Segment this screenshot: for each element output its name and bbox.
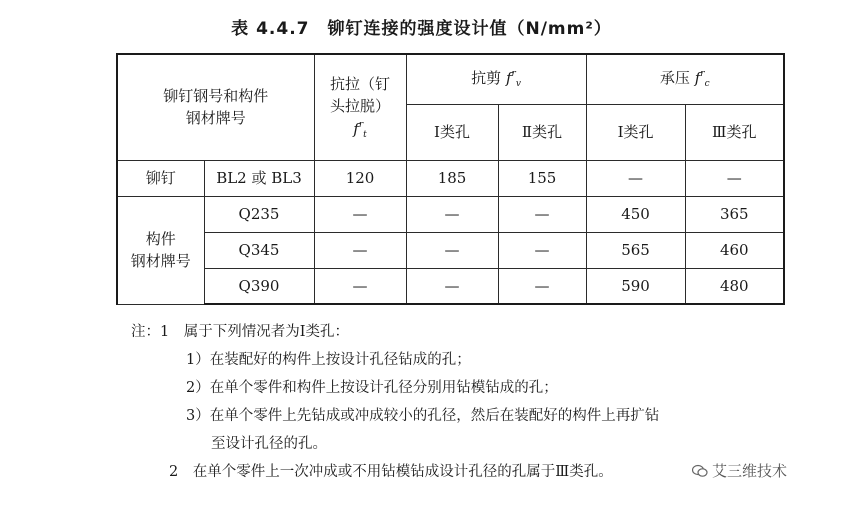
- member-grade: Q345: [204, 232, 314, 268]
- wechat-icon: [692, 464, 708, 478]
- member-bear1: 450: [586, 196, 685, 232]
- rivet-label: 铆钉: [117, 160, 204, 196]
- rivet-shear1: 185: [406, 160, 498, 196]
- note-1: 注：1 属于下列情况者为Ⅰ类孔：: [131, 324, 349, 340]
- header-bearing-class2: Ⅲ类孔: [685, 104, 784, 160]
- member-bear2: 480: [685, 268, 784, 304]
- member-shear1: —: [406, 268, 498, 304]
- member-bear1: 565: [586, 232, 685, 268]
- note-1b: 2）在单个零件和构件上按设计孔径分别用钻模钻成的孔；: [186, 380, 558, 396]
- header-grade: 铆钉钢号和构件 钢材牌号: [117, 54, 314, 160]
- note-2: 2 在单个零件上一次冲成或不用钻模钻成设计孔径的孔属于Ⅲ类孔。: [169, 464, 613, 480]
- note-1a: 1）在装配好的构件上按设计孔径钻成的孔；: [186, 352, 471, 368]
- rivet-bear1: —: [586, 160, 685, 196]
- watermark: [688, 459, 791, 482]
- header-shear-class1: Ⅰ类孔: [406, 104, 498, 160]
- header-shear-class2: Ⅱ类孔: [498, 104, 586, 160]
- member-shear2: —: [498, 196, 586, 232]
- header-bearing: 承压 $f^r_c$: [586, 54, 784, 104]
- member-label: 构件 钢材牌号: [117, 196, 204, 304]
- member-shear1: —: [406, 196, 498, 232]
- member-shear2: —: [498, 232, 586, 268]
- table-row: [117, 268, 784, 304]
- member-grade: Q235: [204, 196, 314, 232]
- member-bear2: 460: [685, 232, 784, 268]
- member-tension: —: [314, 196, 406, 232]
- header-shear: 抗剪 $f^r_v$: [406, 54, 586, 104]
- member-tension: —: [314, 268, 406, 304]
- member-tension: —: [314, 232, 406, 268]
- member-grade: Q390: [204, 268, 314, 304]
- rivet-bear2: —: [685, 160, 784, 196]
- member-shear1: —: [406, 232, 498, 268]
- header-bearing-class1: Ⅰ类孔: [586, 104, 685, 160]
- table-title: 表 4.4.7 铆钉连接的强度设计值（N/mm²）: [231, 19, 612, 39]
- member-bear1: 590: [586, 268, 685, 304]
- note-1c: 3）在单个零件上先钻成或冲成较小的孔径，然后在装配好的构件上再扩钻: [186, 408, 660, 424]
- table-row: [117, 232, 784, 268]
- rivet-strength-table: [116, 53, 785, 305]
- tension-symbol: $f^r_t$: [353, 119, 367, 140]
- watermark-text: 艾三维技术: [712, 462, 788, 480]
- member-bear2: 365: [685, 196, 784, 232]
- rivet-tension: 120: [314, 160, 406, 196]
- table-row: [117, 196, 784, 232]
- member-shear2: —: [498, 268, 586, 304]
- rivet-grade: BL2 或 BL3: [204, 160, 314, 196]
- note-1c-cont: 至设计孔径的孔。: [211, 436, 327, 452]
- rivet-shear2: 155: [498, 160, 586, 196]
- header-tension: 抗拉（钉 头拉脱） $f^r_t$: [314, 54, 406, 160]
